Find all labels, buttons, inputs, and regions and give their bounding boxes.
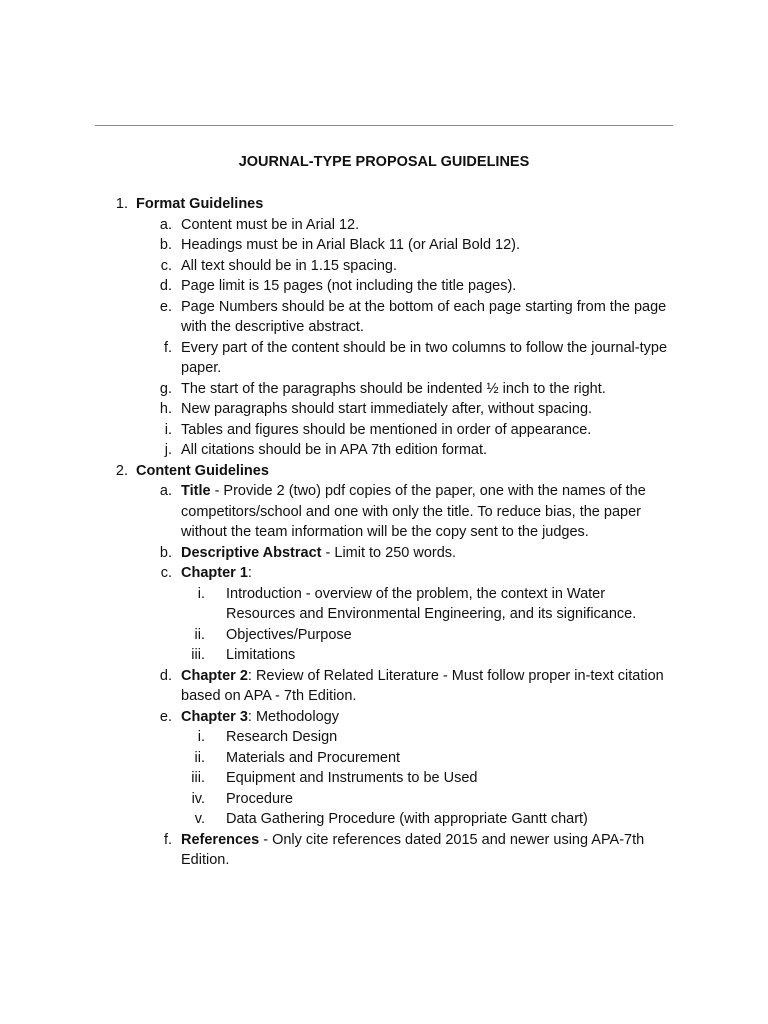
subitem-marker: i.: [197, 585, 205, 602]
list-item: [0, 338, 768, 379]
sub-list-item: [0, 727, 768, 748]
item-marker: g.: [159, 380, 172, 397]
list-item: [0, 481, 768, 543]
list-item: [0, 707, 768, 728]
item-text: New paragraphs should start immediately after, without spacing.: [181, 401, 593, 417]
subitem-text: Research Design: [226, 729, 338, 745]
item-marker: a.: [159, 483, 172, 499]
item-text: Headings must be in Arial Black 11 (or Arial Bold 12).: [181, 237, 521, 253]
item-text: - Only cite references dated 2015 and newer using APA-7th Edition.: [181, 831, 645, 868]
item-text: All citations should be in APA 7th edition format.: [181, 442, 488, 458]
item-label: Chapter 1: [181, 565, 248, 581]
item-marker: j.: [164, 442, 172, 458]
list-item: [0, 276, 768, 297]
item-label: Chapter 3: [181, 708, 248, 725]
subitem-text: Equipment and Instruments to be Used: [226, 770, 478, 786]
subitem-text: Objectives/Purpose: [226, 626, 352, 643]
item-marker: a.: [159, 216, 172, 233]
list-item: [0, 563, 768, 584]
item-marker: d.: [159, 278, 172, 294]
list-item: [0, 215, 768, 236]
item-marker: b.: [159, 237, 172, 253]
section-heading: Content Guidelines: [136, 462, 269, 479]
list-item: [0, 830, 768, 871]
item-text: - Provide 2 (two) pdf copies of the paper, one with the names of the competitors/school and one with only the title. To reduce bias, the paper without the team information will be the copy sent to the judges.: [181, 483, 646, 540]
document-title: JOURNAL-TYPE PROPOSAL GUIDELINES: [238, 154, 530, 170]
item-label: Chapter 2: [181, 667, 248, 684]
list-item: [0, 666, 768, 707]
subitem-text: Limitations: [226, 647, 296, 663]
sub-list-item: [0, 809, 768, 830]
item-marker: d.: [159, 667, 172, 684]
item-marker: f.: [163, 339, 172, 356]
subitem-marker: iii.: [191, 770, 205, 786]
subitem-text: Data Gathering Procedure (with appropriate Gantt chart): [226, 811, 588, 827]
list-item: [0, 420, 768, 441]
section-marker: 1.: [115, 196, 128, 212]
item-marker: f.: [163, 831, 172, 848]
section-marker: 2.: [115, 462, 128, 479]
subitem-text: Introduction - overview of the problem, the context in Water Resources and Environmental Engineering, and its significance.: [226, 585, 637, 622]
list-item: [0, 235, 768, 256]
item-text: :: [247, 565, 252, 581]
item-text: Page limit is 15 pages (not including the title pages).: [181, 278, 517, 294]
item-marker: h.: [159, 401, 172, 417]
list-item: [0, 399, 768, 420]
subitem-marker: i.: [197, 729, 205, 745]
sub-list-item: [0, 789, 768, 810]
header-rule: [95, 125, 673, 126]
section-heading: Format Guidelines: [136, 196, 264, 212]
item-marker: e.: [159, 708, 172, 725]
list-item: [0, 543, 768, 564]
list-item: [0, 256, 768, 277]
item-text: - Limit to 250 words.: [321, 544, 457, 561]
item-text: All text should be in 1.15 spacing.: [181, 257, 398, 274]
sub-list-item: [0, 584, 768, 625]
item-marker: e.: [159, 298, 172, 315]
item-text: Every part of the content should be in two columns to follow the journal-type paper.: [181, 339, 668, 376]
list-item: [0, 440, 768, 461]
subitem-marker: ii.: [194, 626, 205, 643]
item-text: The start of the paragraphs should be indented ½ inch to the right.: [181, 380, 606, 397]
item-text: Content must be in Arial 12.: [181, 216, 360, 233]
list-item: [0, 297, 768, 338]
section-content-guidelines: [0, 461, 768, 482]
list-item: [0, 379, 768, 400]
subitem-marker: ii.: [194, 749, 205, 766]
item-label: References: [181, 831, 260, 848]
item-label: Title: [181, 483, 211, 499]
item-text: Tables and figures should be mentioned in order of appearance.: [181, 421, 592, 438]
subitem-text: Procedure: [226, 790, 293, 807]
subitem-marker: iv.: [191, 790, 205, 807]
item-text: Page Numbers should be at the bottom of each page starting from the page with the descriptive abstract.: [181, 298, 667, 335]
item-marker: c.: [160, 257, 172, 274]
sub-list-item: [0, 748, 768, 769]
sub-list-item: [0, 768, 768, 789]
item-marker: i.: [164, 421, 172, 438]
item-text: : Methodology: [247, 708, 339, 725]
section-format-guidelines: [0, 194, 768, 215]
subitem-text: Materials and Procurement: [226, 749, 401, 766]
item-marker: c.: [160, 565, 172, 581]
sub-list-item: [0, 625, 768, 646]
item-marker: b.: [159, 544, 172, 561]
subitem-marker: v.: [194, 811, 205, 827]
sub-list-item: [0, 645, 768, 666]
item-text: : Review of Related Literature - Must follow proper in-text citation based on APA - 7th Edition.: [181, 667, 664, 704]
guidelines-list: [0, 194, 768, 871]
subitem-marker: iii.: [191, 647, 205, 663]
item-label: Descriptive Abstract: [181, 544, 322, 561]
